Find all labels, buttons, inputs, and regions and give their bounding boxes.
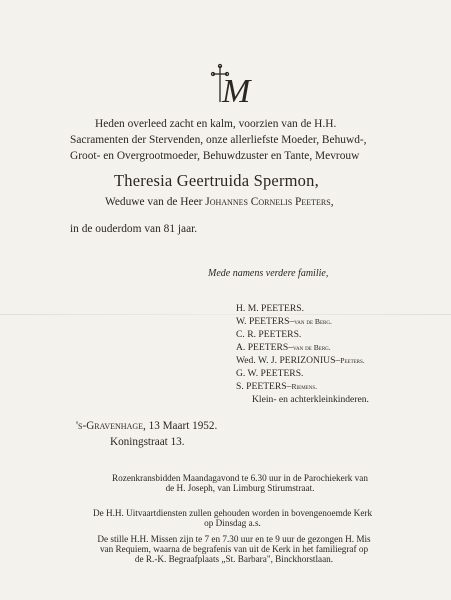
family-member: C. R. PEETERS. [236, 329, 302, 340]
widow-line [105, 196, 334, 208]
mede-namens-line: Mede namens verdere familie, [208, 268, 329, 279]
intro-line-3: Groot- en Overgrootmoeder, Behuwdzuster en Tante, Mevrouw [70, 150, 360, 162]
mass-burial-notice: De stille H.H. Missen zijn te 7 en 7.30 uur en te 9 uur de gezongen H. Mis van Requiem, waarna de begrafenis van uit de Kerk in het familiegraf op de R.-K. Begraafplaats „St. Barbara", Binckhorstlaan. [97, 534, 371, 564]
widow-prefix: Weduwe van de Heer [105, 196, 203, 208]
funeral-service-notice: De H.H. Uitvaartdiensten zullen gehouden worden in bovengenoemde Kerk op Dinsdag a.s. [92, 508, 373, 528]
place: 's-Gravenhage, [76, 420, 146, 432]
family-member: G. W. PEETERS. [236, 368, 304, 379]
rosary-notice: Rozenkransbidden Maandagavond te 6.30 uur in de Parochiekerk van de H. Joseph, van Limburg Stirumstraat. [112, 473, 368, 493]
address: Koningstraat 13. [110, 436, 185, 448]
age-line: in de ouderdom van 81 jaar. [70, 223, 198, 235]
cross-monogram-icon [200, 62, 260, 110]
family-member: Wed. W. J. PERIZONIUS–Peeters. [236, 355, 365, 366]
family-member: W. PEETERS–van de Berg. [236, 316, 332, 327]
monogram-letter: M [222, 73, 251, 110]
place-date [76, 420, 217, 432]
deceased-name: Theresia Geertruida Spermon, [114, 171, 319, 190]
date: 13 Maart 1952. [148, 420, 218, 432]
family-member: H. M. PEETERS. [236, 303, 304, 314]
intro-line-1: Heden overleed zacht en kalm, voorzien van de H.H. [95, 118, 337, 130]
fold-crease [0, 314, 451, 315]
husband-name: Johannes Cornelis Peeters, [205, 196, 334, 208]
family-member: S. PEETERS–Riemens. [236, 381, 318, 392]
grandchildren-line: Klein- en achterkleinkinderen. [252, 394, 369, 405]
family-member: A. PEETERS–van de Berg. [236, 342, 331, 353]
intro-line-2: Sacramenten der Stervenden, onze allerliefste Moeder, Behuwd-, [70, 134, 367, 146]
